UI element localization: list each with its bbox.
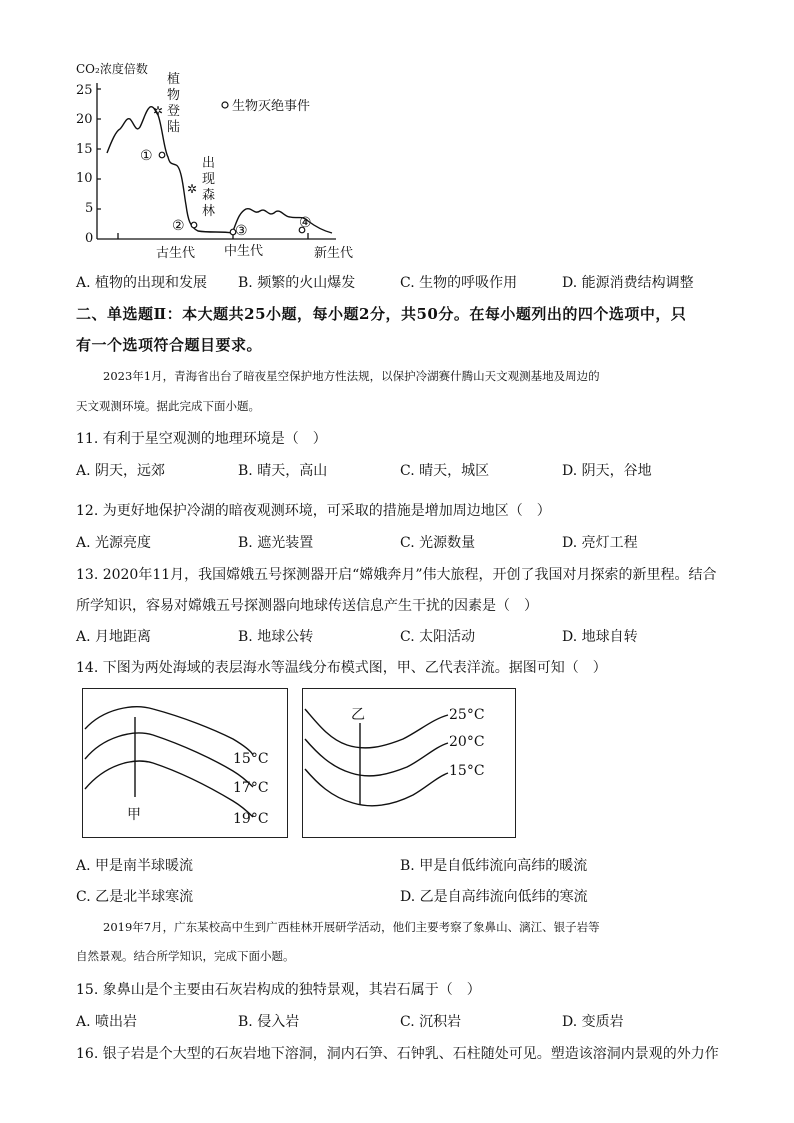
svg-text:植: 植 <box>167 72 181 87</box>
right-iso-label-3: 15°C <box>449 763 485 779</box>
right-iso-label-1: 25°C <box>449 707 485 723</box>
isotherm-figure-left <box>82 688 288 838</box>
ytick-25: 25 <box>76 83 93 98</box>
q10-option-d[interactable]: D. 能源消费结构调整 <box>562 275 694 291</box>
q15-option-d[interactable]: D. 变质岩 <box>562 1014 624 1030</box>
q10-option-b[interactable]: B. 频繁的火山爆发 <box>238 275 356 291</box>
isotherm-left-svg <box>83 689 287 837</box>
era-labels <box>156 243 353 261</box>
left-iso-label-3: 19°C <box>233 811 269 827</box>
q14-option-d[interactable]: D. 乙是自高纬流向低纬的寒流 <box>400 889 588 905</box>
q11-option-d[interactable]: D. 阴天，谷地 <box>562 463 652 479</box>
q13-option-b[interactable]: B. 地球公转 <box>238 629 314 645</box>
marker-3: ③ <box>235 223 248 239</box>
era-mesozoic: 中生代 <box>224 244 264 259</box>
circled-markers <box>140 148 312 239</box>
isotherm-15b <box>305 769 448 806</box>
svg-text:林: 林 <box>202 204 216 219</box>
ytick-20: 20 <box>76 112 93 127</box>
legend-extinction-marker <box>222 102 228 108</box>
q14-option-b[interactable]: B. 甲是自低纬流向高纬的暖流 <box>400 858 588 874</box>
left-iso-label-1: 15°C <box>233 751 269 767</box>
y-tick-labels <box>76 83 93 246</box>
right-iso-label-2: 20°C <box>449 734 485 750</box>
svg-text:登: 登 <box>167 104 181 119</box>
q12-stem: 12. 为更好地保护冷湖的暗夜观测环境，可采取的措施是增加周边地区（ ） <box>76 503 551 519</box>
isotherm-15 <box>85 707 253 755</box>
svg-text:现: 现 <box>202 172 216 187</box>
svg-text:森: 森 <box>202 188 216 203</box>
svg-text:物: 物 <box>167 88 181 103</box>
ytick-0: 0 <box>85 231 94 246</box>
land-plants-label <box>167 71 180 135</box>
era-cenozoic: 新生代 <box>314 246 354 261</box>
extinction-markers <box>159 102 305 235</box>
q15-option-a[interactable]: A. 喷出岩 <box>76 1014 138 1030</box>
q13-line1: 13. 2020年11月，我国嫦娥五号探测器开启“嫦娥奔月”伟大旅程，开创了我国对月探索的新里程。结合 <box>76 567 717 583</box>
co2-chart <box>70 55 370 265</box>
marker-1: ① <box>140 148 153 164</box>
forests-label <box>202 155 215 219</box>
q13-option-d[interactable]: D. 地球自转 <box>562 629 638 645</box>
isotherm-19 <box>85 761 253 817</box>
q12-option-c[interactable]: C. 光源数量 <box>400 535 476 551</box>
ytick-10: 10 <box>76 171 93 186</box>
q11-option-b[interactable]: B. 晴天，高山 <box>238 463 328 479</box>
current-jia-label: 甲 <box>127 807 141 823</box>
intro1-line1: 2023年1月，青海省出台了暗夜星空保护地方性法规，以保护冷湖赛什腾山天文观测基地及周边的 <box>103 369 600 383</box>
isotherm-right-svg <box>303 689 515 837</box>
isotherm-17 <box>85 733 253 787</box>
q15-option-b[interactable]: B. 侵入岩 <box>238 1014 300 1030</box>
q13-line2: 所学知识，容易对嫦娥五号探测器向地球传送信息产生干扰的因素是（ ） <box>76 598 538 614</box>
era-paleozoic: 古生代 <box>156 246 196 261</box>
marker-4: ④ <box>299 215 312 231</box>
isotherm-25 <box>305 709 448 748</box>
q14-stem: 14. 下图为两处海域的表层海水等温线分布模式图，甲、乙代表洋流。据图可知（ ） <box>76 660 607 676</box>
forests-star: ✲ <box>187 182 198 196</box>
q11-stem: 11. 有利于星空观测的地理环境是（ ） <box>76 431 327 447</box>
section2-line1: 二、单选题Ⅱ：本大题共25小题，每小题2分，共50分。在每小题列出的四个选项中，只 <box>76 305 687 323</box>
land-plants-star: ✲ <box>153 104 164 118</box>
intro1-line2: 天文观测环境。据此完成下面小题。 <box>76 399 260 413</box>
intro2-line2: 自然景观。结合所学知识，完成下面小题。 <box>76 949 295 963</box>
isotherm-20 <box>305 739 448 776</box>
q12-option-d[interactable]: D. 亮灯工程 <box>562 535 638 551</box>
marker-2: ② <box>172 218 185 234</box>
current-yi-label: 乙 <box>351 707 365 723</box>
q11-option-c[interactable]: C. 晴天，城区 <box>400 463 490 479</box>
isotherm-figure-right <box>302 688 516 838</box>
q10-option-c[interactable]: C. 生物的呼吸作用 <box>400 275 518 291</box>
svg-text:出: 出 <box>202 156 216 171</box>
legend-extinction-label: 生物灭绝事件 <box>232 99 311 114</box>
q10-option-a[interactable]: A. 植物的出现和发展 <box>76 275 208 291</box>
ytick-5: 5 <box>85 201 94 216</box>
q15-option-c[interactable]: C. 沉积岩 <box>400 1014 462 1030</box>
q13-option-a[interactable]: A. 月地距离 <box>76 629 152 645</box>
co2-ylabel: CO₂浓度倍数 <box>76 62 148 76</box>
intro2-line1: 2019年7月，广东某校高中生到广西桂林开展研学活动，他们主要考察了象鼻山、漓江、银子岩等 <box>103 920 600 934</box>
q15-stem: 15. 象鼻山是个主要由石灰岩构成的独特景观，其岩石属于（ ） <box>76 982 481 998</box>
q14-option-c[interactable]: C. 乙是北半球寒流 <box>76 889 194 905</box>
q13-option-c[interactable]: C. 太阳活动 <box>400 629 476 645</box>
ytick-15: 15 <box>76 142 93 157</box>
q11-option-a[interactable]: A. 阴天，远郊 <box>76 463 166 479</box>
q16-stem: 16. 银子岩是个大型的石灰岩地下溶洞，洞内石笋、石钟乳、石柱随处可见。塑造该溶洞内景观的外力作 <box>76 1046 719 1062</box>
section2-line2: 有一个选项符合题目要求。 <box>76 336 263 354</box>
q12-option-a[interactable]: A. 光源亮度 <box>76 535 152 551</box>
extinction-marker-2 <box>191 222 197 228</box>
q14-option-a[interactable]: A. 甲是南半球暖流 <box>76 858 194 874</box>
left-iso-label-2: 17°C <box>233 780 269 796</box>
era-ticks <box>118 233 308 239</box>
svg-text:陆: 陆 <box>167 120 181 135</box>
q12-option-b[interactable]: B. 遮光装置 <box>238 535 314 551</box>
extinction-marker-1 <box>159 152 165 158</box>
